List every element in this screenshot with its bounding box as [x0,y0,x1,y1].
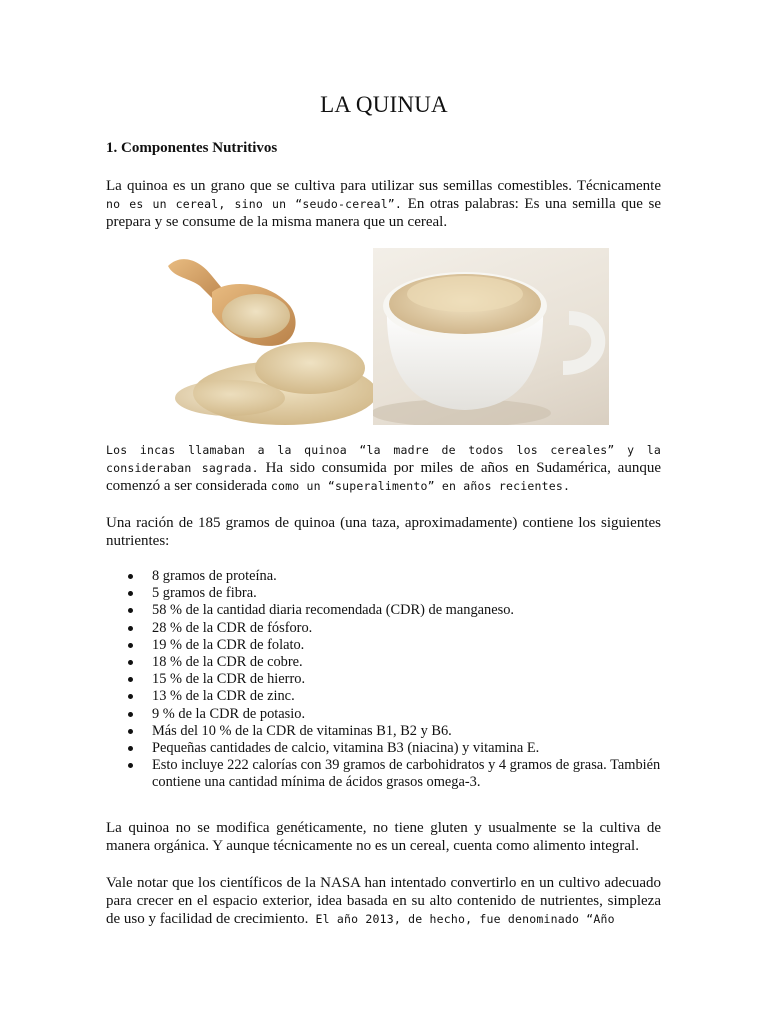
list-item: 15 % de la CDR de hierro. [106,671,666,688]
quinoa-scoop-photo [160,248,373,425]
list-item: 19 % de la CDR de folato. [106,637,666,654]
incas-text-3: como un “superalimento” en años recientes. [270,479,571,493]
quinoa-bowl-photo [373,248,609,425]
list-item: Pequeñas cantidades de calcio, vitamina B3 (niacina) y vitamina E. [106,740,666,757]
bullet-icon [128,626,133,631]
list-item: 58 % de la cantidad diaria recomendada (CDR) de manganeso. [106,602,666,619]
bullet-icon [128,746,133,751]
section-heading: 1. Componentes Nutritivos [106,140,278,156]
list-item: 9 % de la CDR de potasio. [106,706,666,723]
list-item: Esto incluye 222 calorías con 39 gramos de carbohidratos y 4 gramos de grasa. También contiene una cantidad mínima de ácidos grasos omega-3. [106,757,666,791]
nasa-text-1: Vale notar que los científicos de la NASA han intentado convertirlo en un cultivo adecuado para crecer en el espacio exterior, idea basada en su alto contenido de nutrientes, simpleza de uso y facilidad de crecimiento. [106,875,661,927]
intro-text-3: En otras palabras: Es una semilla que se prepara y se consume de la misma manera que un cereal. [106,196,661,230]
nasa-text-2: El año 2013, de hecho, fue denominado “Año [308,912,615,926]
bullet-icon [128,694,133,699]
bullet-icon [128,643,133,648]
gmo-paragraph: La quinoa no se modifica genéticamente, no tiene gluten y usualmente se la cultiva de manera orgánica. Y aunque técnicamente no es un cereal, cuenta como alimento integral. [106,820,661,854]
list-item: 8 gramos de proteína. [106,568,666,585]
serving-paragraph: Una ración de 185 gramos de quinoa (una taza, aproximadamente) contiene los siguientes nutrientes: [106,515,661,549]
cup-icon [373,248,609,425]
bullet-icon [128,712,133,717]
quinoa-images [160,248,609,425]
bullet-icon [128,763,133,768]
nasa-paragraph [106,874,661,928]
incas-paragraph [106,441,661,495]
wooden-scoop-icon [160,248,373,425]
bullet-icon [128,608,133,613]
intro-paragraph [106,177,661,231]
bullet-icon [128,660,133,665]
incas-text-2: Ha sido consumida por miles de años en Sudamérica, aunque comenzó a ser considerada [106,460,661,494]
list-item: 5 gramos de fibra. [106,585,666,602]
bullet-icon [128,591,133,596]
list-item: 13 % de la CDR de zinc. [106,688,666,705]
bullet-icon [128,729,133,734]
page-title: LA QUINUA [320,92,448,117]
list-item: 28 % de la CDR de fósforo. [106,620,666,637]
incas-text-1: Los incas llamaban a la quinoa “la madre de todos los cereales” y la consideraban sagrada. [106,443,661,475]
list-item: 18 % de la CDR de cobre. [106,654,666,671]
nutrient-list [106,568,666,792]
intro-text-2: no es un cereal, sino un “seudo-cereal”. [106,197,403,211]
bullet-icon [128,574,133,579]
bullet-icon [128,677,133,682]
list-item: Más del 10 % de la CDR de vitaminas B1, B2 y B6. [106,723,666,740]
intro-text-1: La quinoa es un grano que se cultiva para utilizar sus semillas comestibles. Técnicamente [106,178,661,194]
